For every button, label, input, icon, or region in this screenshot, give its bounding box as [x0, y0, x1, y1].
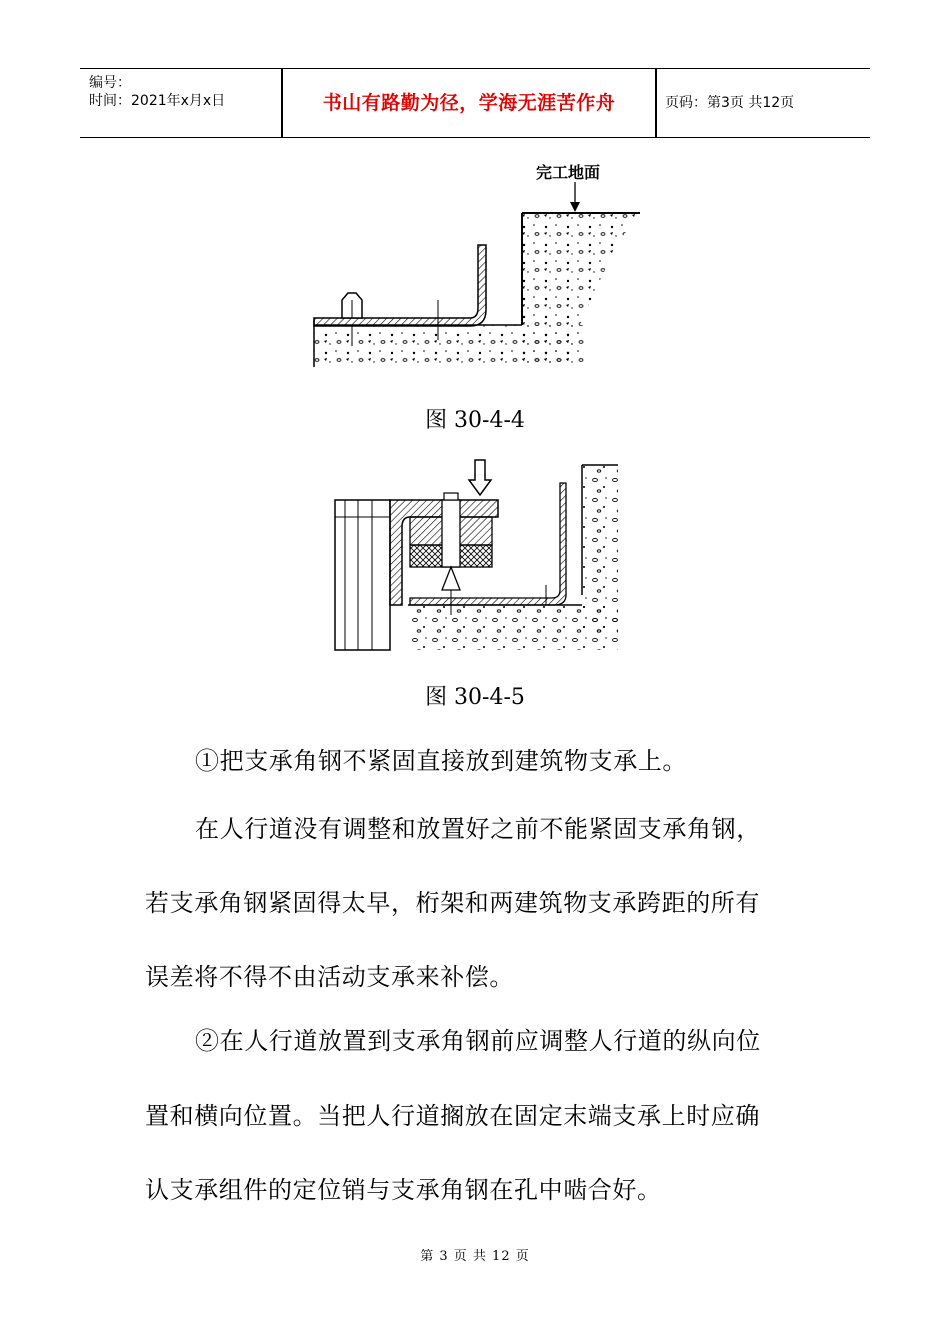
header-motto: 书山有路勤为径，学海无涯苦作舟 [322, 92, 616, 114]
ground-label: 完工地面 [536, 163, 601, 182]
figure-caption: 图 30-4-5 [425, 685, 525, 710]
figure-30-4-5 [330, 455, 620, 655]
header-divider [655, 69, 657, 137]
paragraph-line: ②在人行道放置到支承角钢前应调整人行道的纵向位 [195, 1027, 761, 1055]
paragraph-line: 若支承角钢紧固得太早，桁架和两建筑物支承跨距的所有 [145, 889, 760, 917]
page-header [80, 68, 870, 138]
paragraph-line: 认支承组件的定位销与支承角钢在孔中啮合好。 [145, 1176, 662, 1204]
time-label: 时间：2021年x月x日 [89, 93, 226, 109]
figure-30-4-4 [300, 150, 650, 370]
paragraph-line: 在人行道没有调整和放置好之前不能紧固支承角钢， [195, 815, 761, 843]
header-meta [80, 69, 280, 137]
header-page-info: 页码：第3页 共12页 [665, 95, 795, 111]
figure-caption: 图 30-4-4 [425, 408, 525, 433]
paragraph-line: 误差将不得不由活动支承来补偿。 [145, 963, 514, 991]
paragraph-line: 置和横向位置。当把人行道搁放在固定末端支承上时应确 [145, 1102, 760, 1130]
number-label: 编号： [89, 75, 131, 91]
paragraph-line: ①把支承角钢不紧固直接放到建筑物支承上。 [195, 747, 687, 775]
page-footer: 第 3 页 共 12 页 [420, 1249, 530, 1264]
